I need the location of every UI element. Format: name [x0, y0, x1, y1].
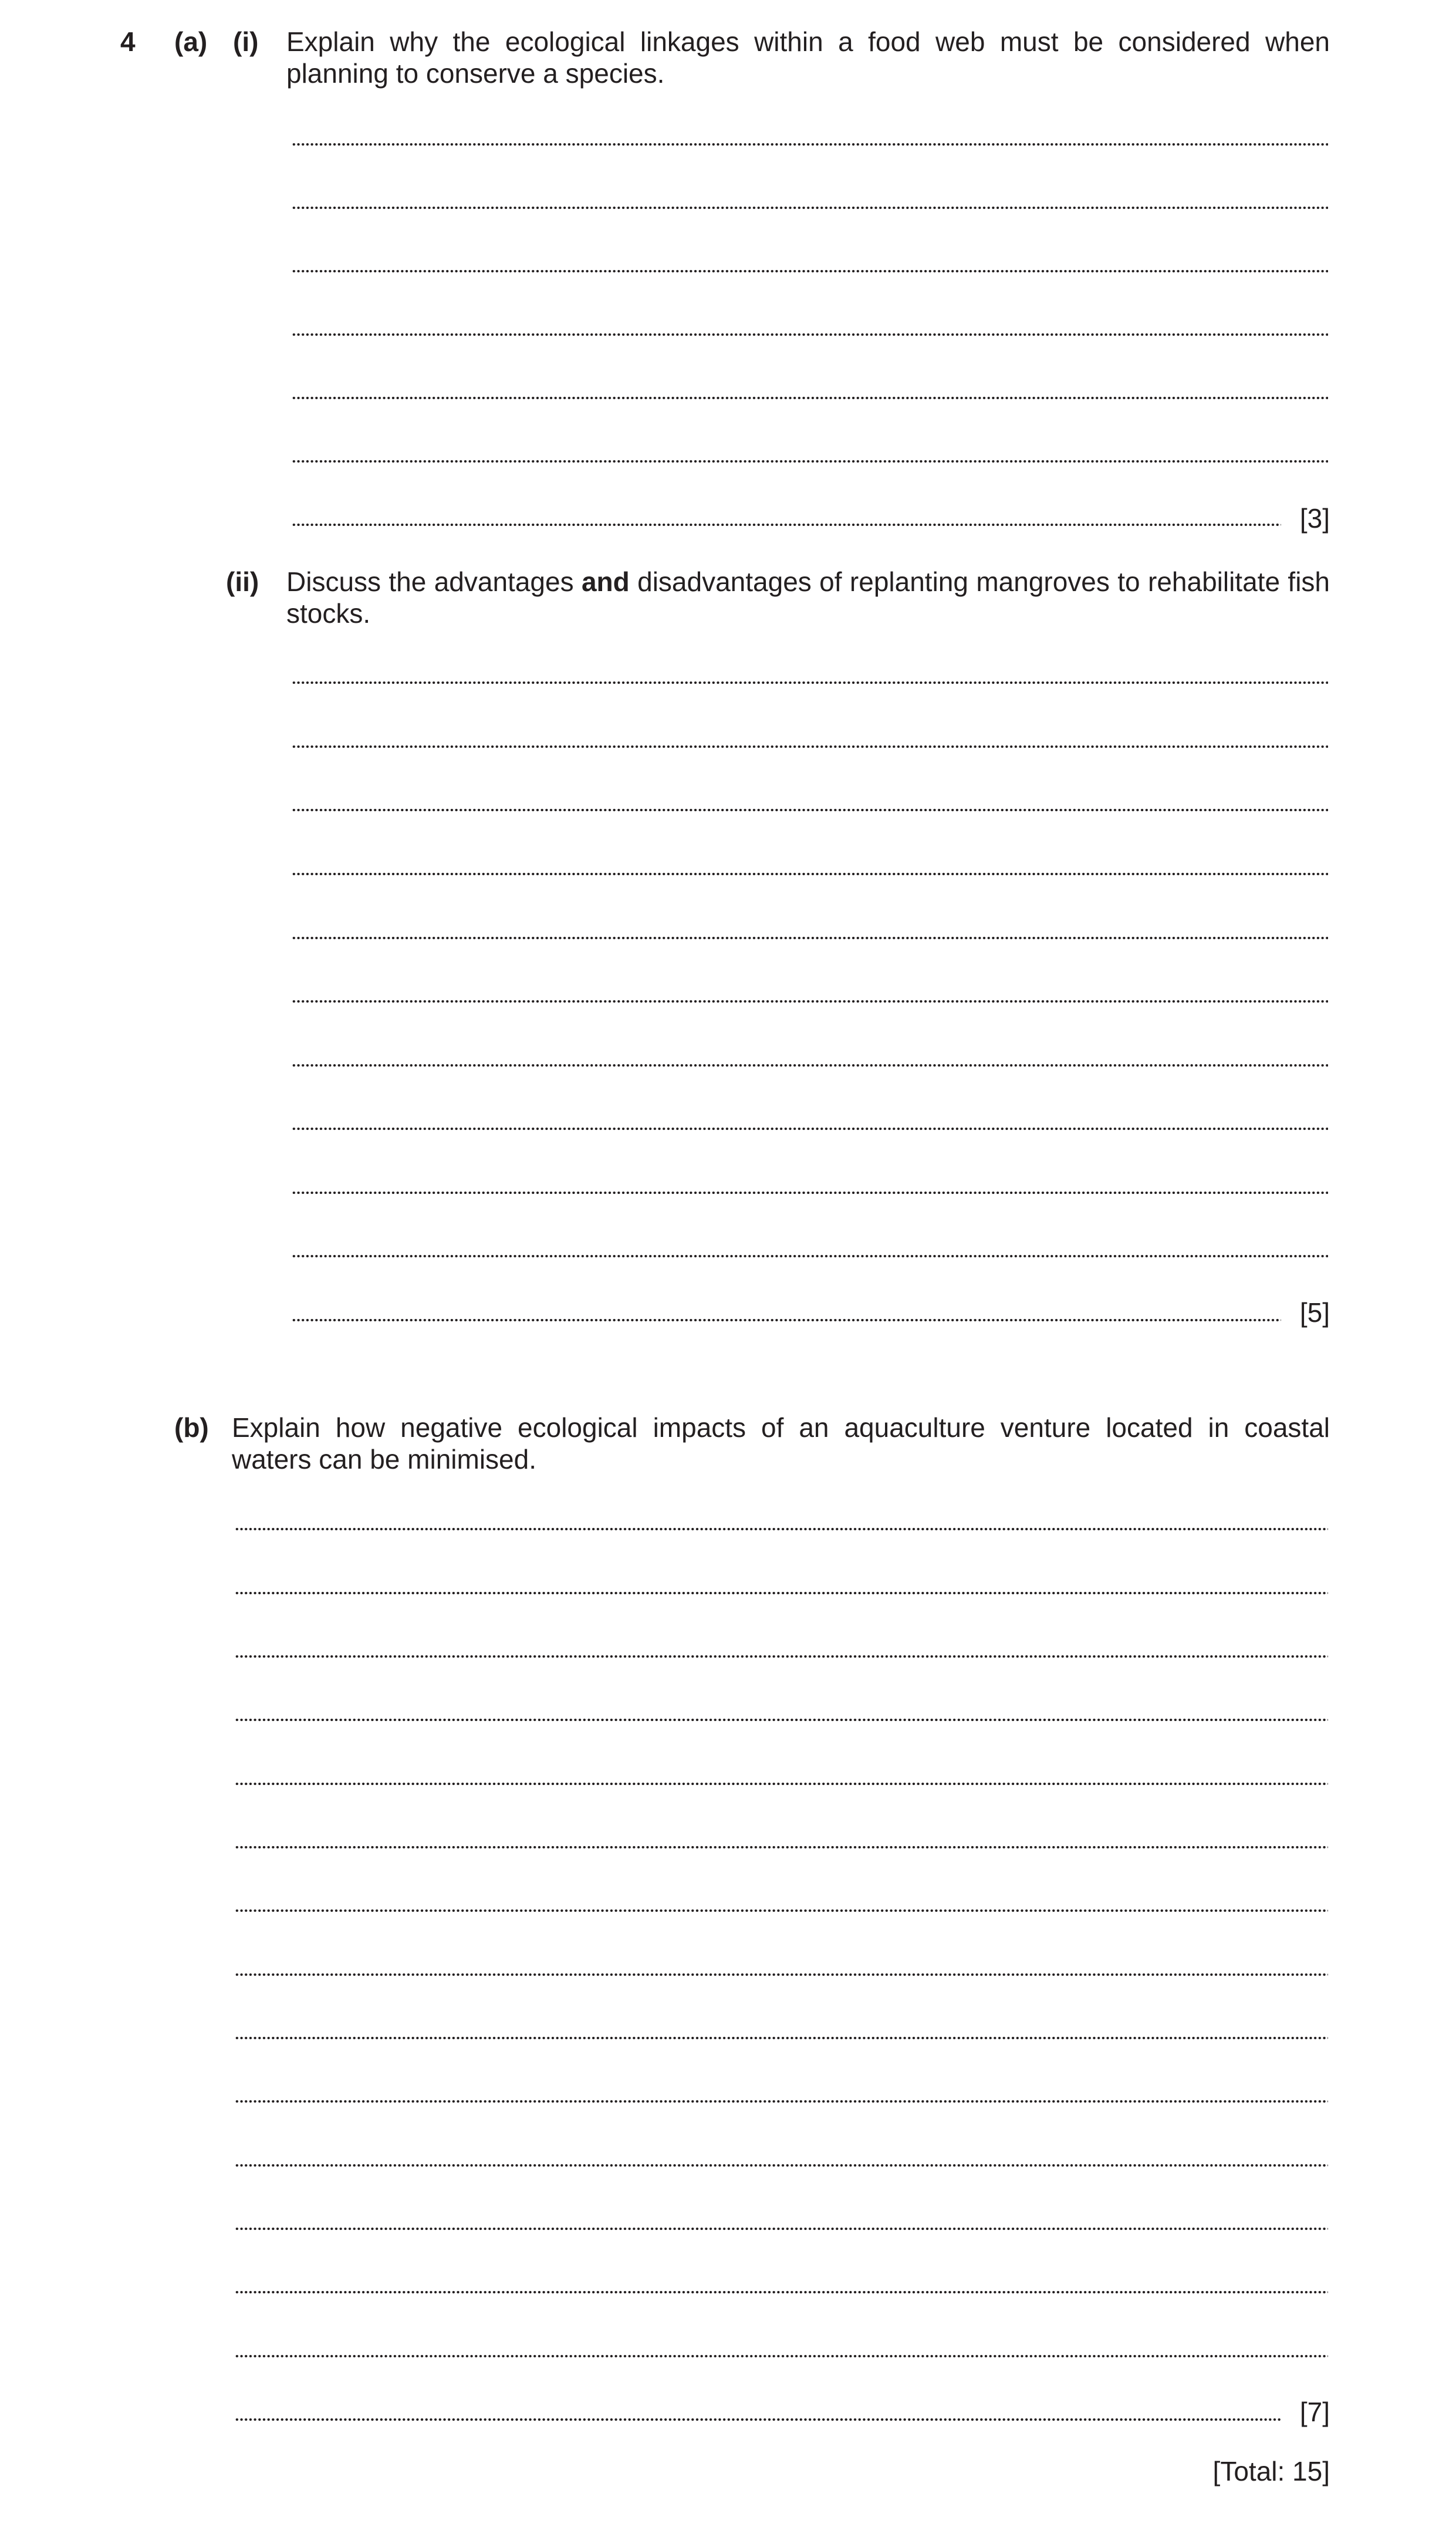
answer-line[interactable] — [235, 1973, 1328, 1976]
answer-line[interactable] — [235, 2100, 1328, 2103]
answer-line[interactable] — [292, 460, 1328, 463]
answer-line[interactable] — [292, 143, 1328, 146]
answer-line[interactable] — [235, 1528, 1328, 1530]
answer-line[interactable] — [292, 1255, 1328, 1257]
answer-line[interactable] — [292, 524, 1281, 526]
part-a-ii-text-after: disadvantages of replanting mangroves to rehabilitate fish stocks. — [286, 566, 1330, 629]
answer-line[interactable] — [235, 1783, 1328, 1785]
answer-line[interactable] — [292, 745, 1328, 748]
answer-line[interactable] — [235, 2291, 1328, 2293]
part-a-ii-text-bold: and — [581, 566, 630, 597]
answer-line[interactable] — [292, 270, 1328, 272]
answer-line[interactable] — [235, 1846, 1328, 1848]
part-a-i-label: (i) — [233, 26, 259, 57]
answer-line[interactable] — [292, 1064, 1328, 1067]
answer-line[interactable] — [235, 1719, 1328, 1721]
answer-line[interactable] — [235, 2164, 1328, 2167]
part-b-question-text: Explain how negative ecological impacts of an aquaculture venture located in coastal waters can be minimised. — [232, 1412, 1330, 1475]
answer-line[interactable] — [235, 1592, 1328, 1594]
part-a-ii-question-text — [286, 566, 1330, 629]
answer-line[interactable] — [292, 333, 1328, 336]
part-b-label: (b) — [174, 1412, 209, 1443]
answer-line[interactable] — [235, 1909, 1328, 1912]
part-a-i-marks: [3] — [1299, 503, 1330, 534]
part-a-i-question-text: Explain why the ecological linkages within a food web must be considered when planning to conserve a species. — [286, 26, 1330, 89]
answer-line[interactable] — [292, 937, 1328, 939]
answer-line[interactable] — [292, 681, 1328, 684]
answer-line[interactable] — [235, 2355, 1328, 2357]
answer-line[interactable] — [292, 1000, 1328, 1003]
answer-line[interactable] — [235, 1655, 1328, 1658]
part-a-label: (a) — [174, 26, 208, 57]
answer-line[interactable] — [292, 207, 1328, 209]
part-a-ii-text-before: Discuss the advantages — [286, 566, 582, 597]
answer-line[interactable] — [292, 809, 1328, 811]
answer-line[interactable] — [235, 2037, 1328, 2039]
answer-line[interactable] — [292, 397, 1328, 399]
part-a-ii-label: (ii) — [226, 566, 259, 597]
answer-line[interactable] — [235, 2228, 1328, 2230]
part-a-ii-marks: [5] — [1299, 1297, 1330, 1328]
part-b-marks: [7] — [1299, 2397, 1330, 2427]
answer-line[interactable] — [292, 1128, 1328, 1130]
question-number: 4 — [120, 26, 136, 57]
question-total: [Total: 15] — [1212, 2456, 1330, 2486]
answer-line[interactable] — [292, 873, 1328, 875]
answer-line[interactable] — [235, 2418, 1281, 2421]
answer-line[interactable] — [292, 1192, 1328, 1194]
answer-line[interactable] — [292, 1319, 1281, 1321]
